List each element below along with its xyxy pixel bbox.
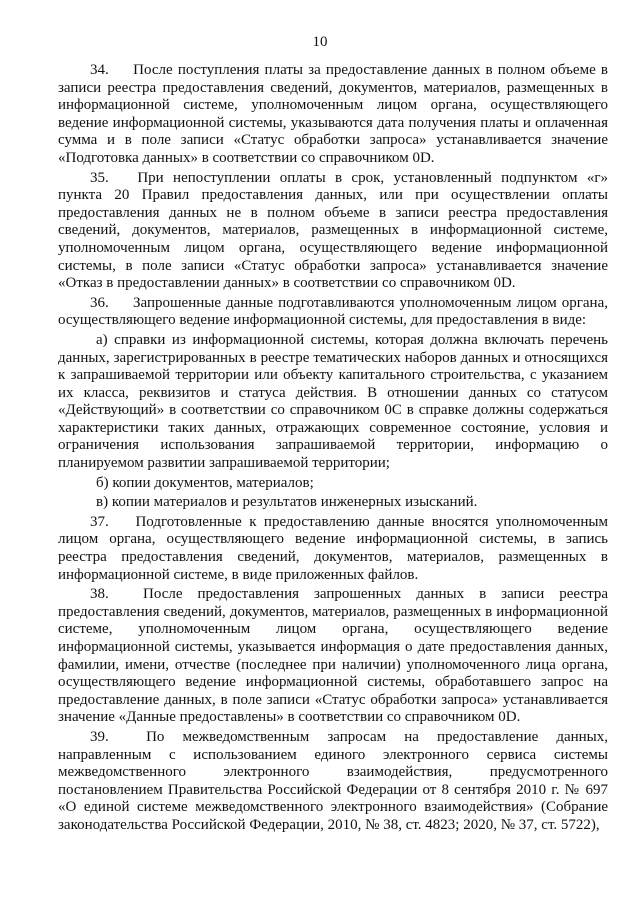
paragraph-text: Подготовленные к предоставлению данные вносятся уполномоченным лицом органа, осуществляющего ведение информационной системы, в запись реестра предоставления сведений, документов, материалов, размещенных в информационной системе, в виде приложенных файлов.: [58, 513, 608, 583]
paragraph-number: 37.: [90, 513, 109, 530]
paragraph-36: [58, 295, 608, 330]
paragraph-37: [58, 514, 608, 584]
subitem-b: б) копии документов, материалов;: [96, 474, 314, 491]
paragraph-text: Запрошенные данные подготавливаются уполномоченным лицом органа, осуществляющего ведение информационной системы, для предоставления в виде:: [58, 294, 608, 329]
subitem-a: а) справки из информационной системы, которая должна включать перечень данных, зарегистрированных в реестре тематических наборов данных и относящихся к запрашиваемой территории или объекту капитального строительства, с указанием их класса, реквизитов и статуса действия. В отношении данных со статусом «Действующий» в соответствии со справочником 0C в справке должны содержаться характеристики таких данных, отражающих современное состояние, условия и ограничения использования запрашиваемой территории, информацию о планируемом развитии запрашиваемой территории;: [58, 331, 608, 472]
paragraph-number: 34.: [90, 62, 109, 78]
paragraph-number: 35.: [90, 169, 109, 186]
paragraph-35: [58, 170, 608, 293]
paragraph-text: После поступления платы за предоставление данных в полном объеме в записи реестра предоставления сведений, документов, материалов, размещенных в информационной системе, уполномоченным лицом органа, осуществляющего ведение информационной системы, указываются дата получения платы и оплаченная сумма и в поле записи «Статус обработки запроса» устанавливается значение «Подготовка данных» в соответствии со справочником 0D.: [58, 62, 608, 166]
paragraph-text: После предоставления запрошенных данных в записи реестра предоставления сведений, документов, материалов, размещенных в информационной системе, уполномоченным лицом органа, осуществляющего ведение информационной системы, указывается информация о дате предоставления данных, фамилии, имени, отчестве (последнее при наличии) уполномоченного лица органа, осуществляющего ведение информационной системы, обработавшего запрос на предоставление данных, в поле записи «Статус обработки запроса» устанавливается значение «Данные предоставлены» в соответствии со справочником 0D.: [58, 586, 608, 726]
paragraph-number: 39.: [90, 728, 109, 745]
paragraph-39: [58, 729, 608, 835]
paragraph-34: [58, 62, 608, 168]
subitem-v: в) копии материалов и результатов инженерных изысканий.: [96, 494, 478, 511]
paragraph-number: 36.: [90, 294, 109, 311]
paragraph-text: При непоступлении оплаты в срок, установленный подпунктом «г» пункта 20 Правил предоставления данных, или при осуществлении оплаты предоставления данных не в полном объеме в записи реестра предоставления сведений, документов, материалов, размещенных в информационной системе, уполномоченным лицом органа, осуществляющего ведение информационной системы, в поле записи «Статус обработки запроса» устанавливается значение «Отказ в предоставлении данных» в соответствии со справочником 0D.: [58, 169, 608, 292]
paragraph-38: [58, 586, 608, 727]
paragraph-number: 38.: [90, 586, 109, 603]
paragraph-text: По межведомственным запросам на предоставление данных, направленным с использованием единого электронного сервиса системы межведомственного электронного взаимодействия, предусмотренного постановлением Правительства Российской Федерации от 8 сентября 2010 г. № 697 «О единой системе межведомственного электронного взаимодействия» (Собрание законодательства Российской Федерации, 2010, № 38, ст. 4823; 2020, № 37, ст. 5722),: [58, 728, 608, 833]
page-number: 10: [312, 34, 328, 50]
document-body: [58, 62, 608, 837]
